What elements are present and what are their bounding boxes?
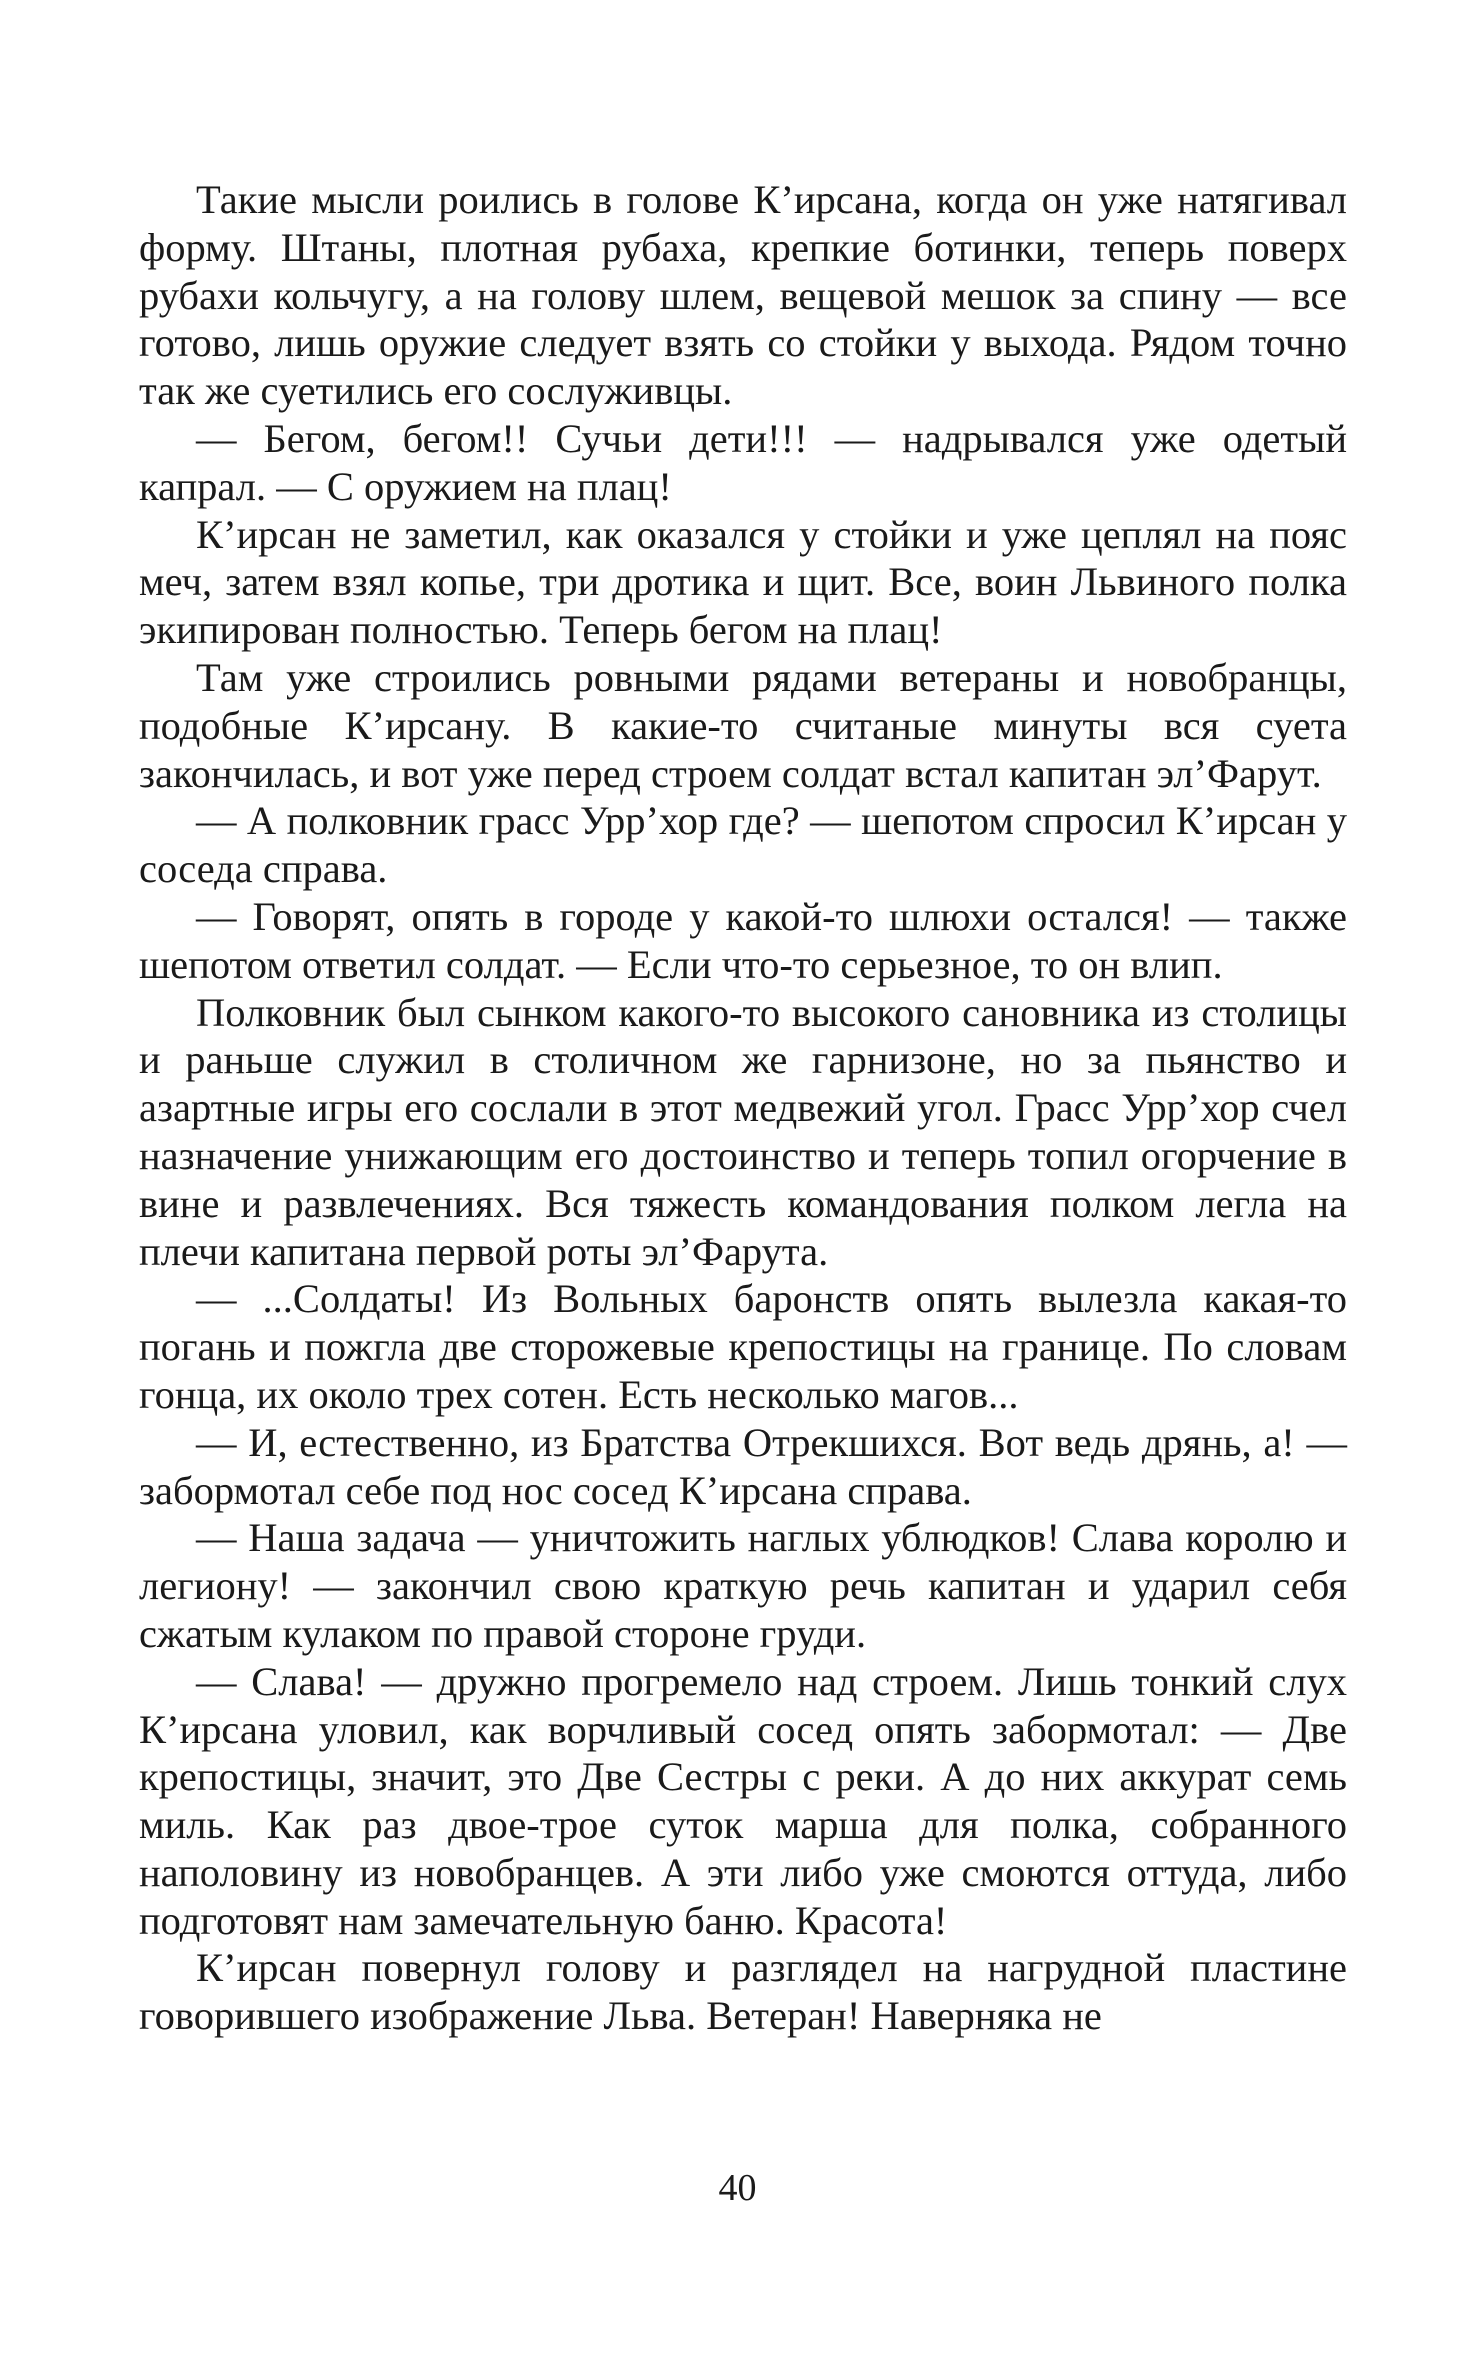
- paragraph-1: Такие мысли роились в голове К’ирсана, когда он уже натягивал форму. Штаны, плотная рубаха, крепкие ботинки, теперь поверх рубахи кольчугу, а на голову шлем, вещевой мешок за спину — все готово, лишь оружие следует взять со стойки у выхода. Рядом точно так же суетились его сослуживцы.: [139, 177, 1347, 414]
- paragraph-8: — ...Солдаты! Из Вольных баронств опять вылезла какая-то погань и пожгла две сторожевые крепостицы на границе. По словам гонца, их около трех сотен. Есть несколько магов...: [139, 1276, 1347, 1417]
- page-body: [139, 176, 1347, 2040]
- paragraph-3: К’ирсан не заметил, как оказался у стойки и уже цеплял на пояс меч, затем взял копье, три дротика и щит. Все, воин Львиного полка экипирован полностью. Теперь бегом на плац!: [139, 511, 1347, 653]
- paragraph-2: — Бегом, бегом!! Сучьи дети!!! — надрывался уже одетый капрал. — С оружием на плац!: [139, 415, 1347, 509]
- paragraph-5: — А полковник грасс Урр’хор где? — шепотом спросил К’ирсан у соседа справа.: [139, 798, 1347, 892]
- paragraph-12: К’ирсан повернул голову и разглядел на нагрудной пластине говорившего изображение Льва. Ветеран! Наверняка не: [139, 1945, 1347, 2039]
- paragraph-10: — Наша задача — уничтожить наглых ублюдков! Слава королю и легиону! — закончил свою краткую речь капитан и ударил себя сжатым кулаком по правой стороне груди.: [139, 1515, 1347, 1656]
- paragraph-7: Полковник был сынком какого-то высокого сановника из столицы и раньше служил в столичном же гарнизоне, но за пьянство и азартные игры его сослали в этот медвежий угол. Грасс Урр’хор счел назначение унижающим его достоинство и теперь топил огорчение в вине и развлечениях. Вся тяжесть командования полком легла на плечи капитана первой роты эл’Фарута.: [139, 989, 1347, 1274]
- page-number: 40: [718, 2167, 757, 2209]
- paragraph-9: — И, естественно, из Братства Отрекшихся. Вот ведь дрянь, а! — забормотал себе под нос сосед К’ирсана справа.: [139, 1419, 1347, 1513]
- paragraph-4: Там уже строились ровными рядами ветераны и новобранцы, подобные К’ирсану. В какие-то считаные минуты вся суета закончилась, и вот уже перед строем солдат встал капитан эл’Фарут.: [139, 654, 1347, 796]
- paragraph-6: — Говорят, опять в городе у какой-то шлюхи остался! — также шепотом ответил солдат. — Если что-то серьезное, то он влип.: [139, 893, 1347, 987]
- paragraph-11: — Слава! — дружно прогремело над строем. Лишь тонкий слух К’ирсана уловил, как ворчливый сосед опять забормотал: — Две крепостицы, значит, это Две Сестры с реки. А до них аккурат семь миль. Как раз двое-трое суток марша для полка, собранного наполовину из новобранцев. А эти либо уже смоются оттуда, либо подготовят нам замечательную баню. Красота!: [139, 1658, 1347, 1943]
